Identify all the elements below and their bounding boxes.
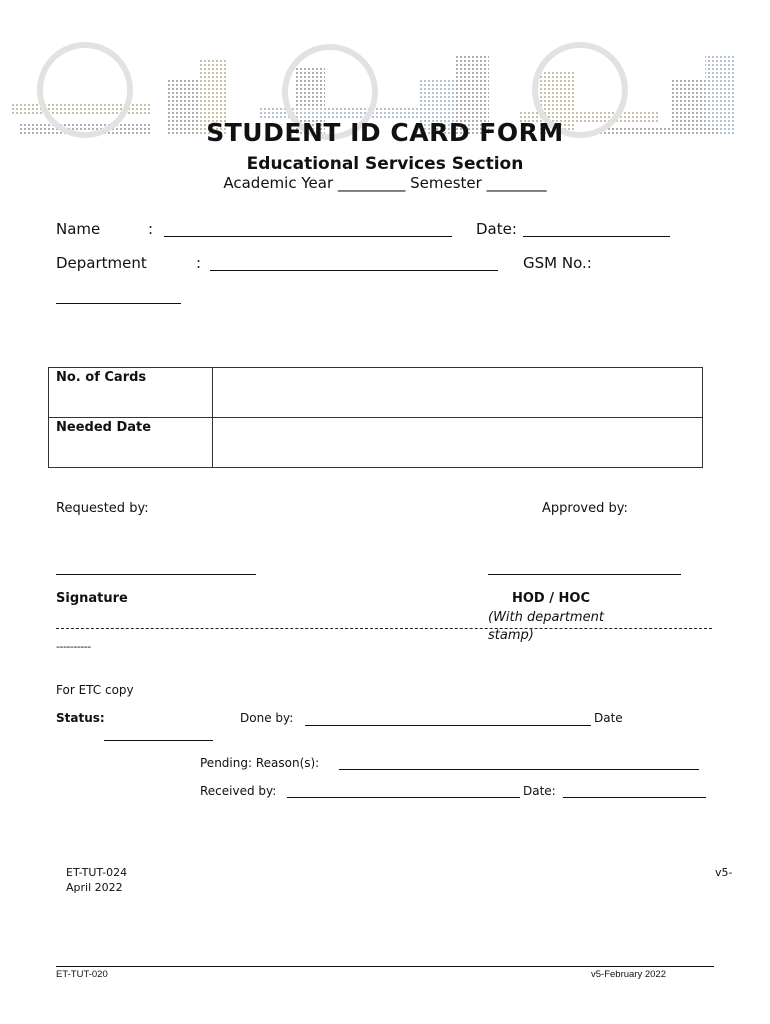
received-date-label: Date: <box>523 784 556 798</box>
name-colon: : <box>148 220 154 238</box>
gsm-label: GSM No.: <box>523 254 592 272</box>
status-label: Status: <box>56 711 105 725</box>
requested-by-label: Requested by: <box>56 501 149 516</box>
no-of-cards-cell[interactable] <box>213 368 703 418</box>
academic-year-line: Academic Year _________ Semester ________ <box>223 174 547 192</box>
footer-form-date: April 2022 <box>66 881 123 894</box>
card-request-table <box>48 367 703 468</box>
department-colon: : <box>196 254 202 272</box>
done-by-label: Done by: <box>240 711 294 725</box>
department-field[interactable] <box>210 270 498 271</box>
table-row <box>49 418 703 468</box>
page-footer-code: ET-TUT-020 <box>56 969 108 980</box>
approver-signature-line[interactable] <box>488 574 681 575</box>
page-footer-rule <box>56 966 714 967</box>
department-stamp-note: (With department stamp) <box>488 610 604 643</box>
pending-label: Pending: Reason(s): <box>200 756 320 770</box>
cut-line <box>56 628 712 629</box>
requester-signature-line[interactable] <box>56 574 256 575</box>
received-date-field[interactable] <box>563 797 706 798</box>
hod-label: HOD / HOC <box>512 591 590 606</box>
form-subtitle: Educational Services Section <box>246 154 524 174</box>
needed-date-cell[interactable] <box>213 418 703 468</box>
needed-date-label: Needed Date <box>49 418 213 468</box>
approved-by-label: Approved by: <box>542 501 628 516</box>
form-title: STUDENT ID CARD FORM <box>206 118 564 147</box>
received-by-field[interactable] <box>287 797 520 798</box>
footer-form-code: ET-TUT-024 <box>66 866 128 879</box>
date-label: Date: <box>476 220 517 238</box>
for-etc-copy-label: For ETC copy <box>56 683 134 697</box>
no-of-cards-label: No. of Cards <box>49 368 213 418</box>
pending-reason-field[interactable] <box>339 769 699 770</box>
done-date-field[interactable] <box>104 740 213 741</box>
table-row <box>49 368 703 418</box>
received-by-label: Received by: <box>200 784 277 798</box>
footer-version: v5- <box>715 866 733 879</box>
gsm-field[interactable] <box>56 303 181 304</box>
page-footer-version: v5-February 2022 <box>591 969 666 980</box>
name-field[interactable] <box>164 236 452 237</box>
signature-label: Signature <box>56 591 128 606</box>
department-label: Department <box>56 254 147 272</box>
date-field[interactable] <box>523 236 670 237</box>
done-by-field[interactable] <box>305 725 591 726</box>
cut-line-tail: ---------- <box>56 640 91 653</box>
name-label: Name <box>56 220 101 238</box>
done-date-label: Date <box>594 711 623 725</box>
